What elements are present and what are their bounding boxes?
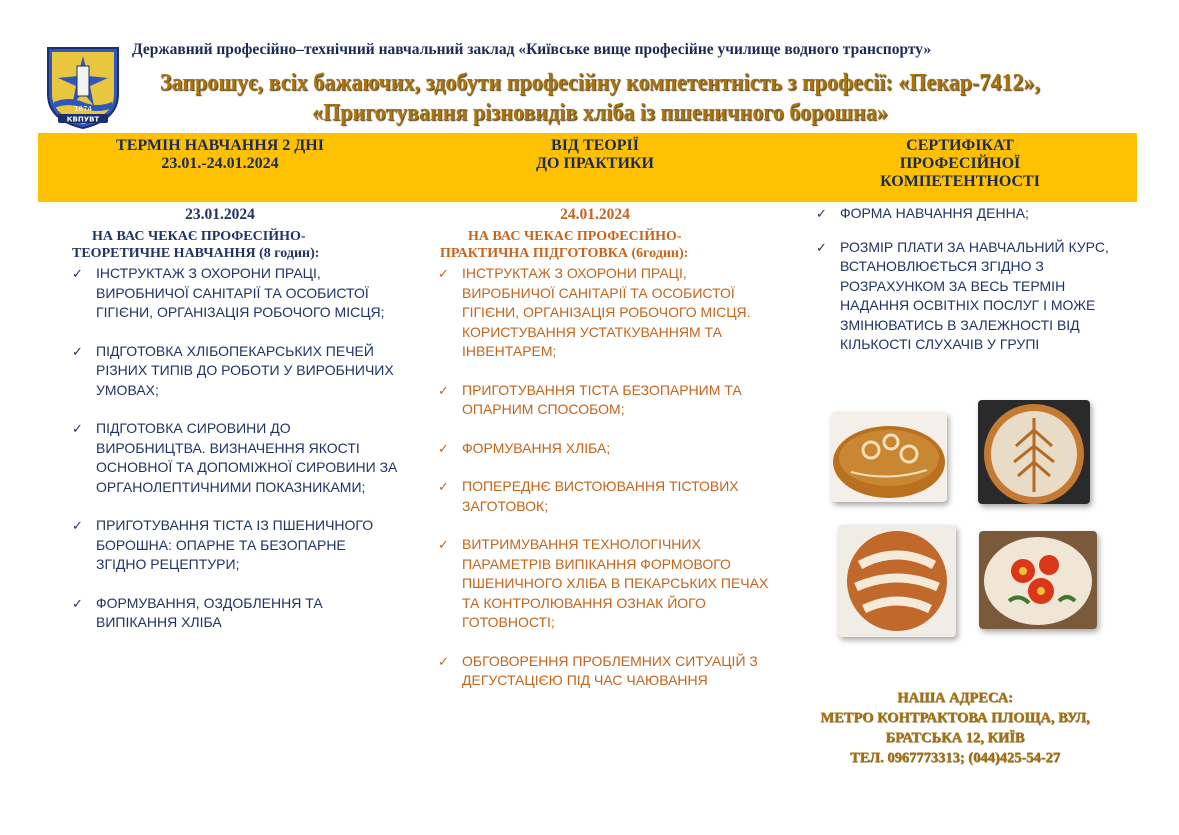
day1-heading-line-2: ТЕОРЕТИЧНЕ НАВЧАННЯ (8 годин): [72,246,320,261]
logo-abbr: КВПУВТ [66,115,100,124]
certificate-line-2: ПРОФЕСІЙНОЇ [899,155,1021,172]
invitation-heading [158,68,1041,128]
check-icon: ✓ [438,537,449,552]
list-item: ✓ ФОРМУВАННЯ, ОЗДОБЛЕННЯ ТА ВИПІКАННЯ ХЛІБА [72,594,323,630]
list-item: ✓ ІНСТРУКТАЖ З ОХОРОНИ ПРАЦІ, ВИРОБНИЧОЇ САНІТАРІЇ ТА ОСОБИСТОЇ ГІГІЄНИ, ОРГАНІЗАЦІЯ РОБОЧОГО МІСЦЯ; [72,265,385,320]
check-icon: ✓ [438,266,449,281]
list-item: ✓ ФОРМА НАВЧАННЯ ДЕННА; [814,204,1134,224]
bread-photo-4 [979,531,1097,629]
day2-heading-line-1: НА ВАС ЧЕКАЄ ПРОФЕСІЙНО- [468,229,682,244]
address-line-2: БРАТСЬКА 12, КИЇВ [885,730,1025,746]
theory-label: ВІД ТЕОРІЇ [551,137,639,154]
check-icon: ✓ [72,518,83,533]
invitation-line-2: «Приготування різновидів хліба із пшеничного борошна» [312,100,888,126]
list-item: ✓ ПІДГОТОВКА СИРОВИНИ ДО ВИРОБНИЦТВА. ВИЗНАЧЕННЯ ЯКОСТІ ОСНОВНОЇ ТА ДОПОМІЖНОЇ СИРОВИНИ ЗА ОРГАНОЛЕПТИЧНИМИ ПОКАЗНИКАМИ; [72,420,398,495]
bread-photo-1 [831,412,947,502]
band-certificate [810,137,1110,191]
list-item: ✓ ФОРМУВАННЯ ХЛІБА; [436,439,781,459]
bread-photo-3 [838,525,956,637]
day1-date: 23.01.2024 [185,206,255,223]
day2-heading-line-2: ПРАКТИЧНА ПІДГОТОВКА (6годин): [440,246,689,261]
college-logo [44,44,122,130]
day1-heading-line-1: НА ВАС ЧЕКАЄ ПРОФЕСІЙНО- [92,229,306,244]
bread-photo-2 [978,400,1090,504]
list-item: ✓ РОЗМІР ПЛАТИ ЗА НАВЧАЛЬНИЙ КУРС, ВСТАНОВЛЮЄТЬСЯ ЗГІДНО З РОЗРАХУНКОМ ЗА ВЕСЬ ТЕРМІН НАДАННЯ ОСВІТНІХ ПОСЛУГ І МОЖЕ ЗМІНЮВАТИСЬ В ЗАЛЕЖНОСТІ ВІД КІЛЬКОСТІ СЛУХАЧІВ У ГРУПІ [816,238,1109,352]
check-icon: ✓ [438,382,449,398]
list-item: ✓ ОБГОВОРЕННЯ ПРОБЛЕМНИХ СИТУАЦІЙ З ДЕГУСТАЦІЄЮ ПІД ЧАС ЧАЮВАННЯ [438,652,758,688]
list-item: ✓ ІНСТРУКТАЖ З ОХОРОНИ ПРАЦІ, ВИРОБНИЧОЇ САНІТАРІЇ ТА ОСОБИСТОЇ ГІГІЄНИ, ОРГАНІЗАЦІЯ РОБОЧОГО МІСЦЯ. КОРИСТУВАННЯ УСТАТКУВАННЯМ ТА ІНВЕНТАРЕМ; [438,265,751,359]
duration-label: ТЕРМІН НАВЧАННЯ 2 ДНІ [116,137,324,154]
check-icon: ✓ [72,343,83,359]
address-block [805,688,1105,768]
duration-dates: 23.01.-24.01.2024 [161,155,279,172]
check-icon: ✓ [438,479,449,494]
list-item: ✓ ПОПЕРЕДНЄ ВИСТОЮВАННЯ ТІСТОВИХ ЗАГОТОВОК; [438,478,739,514]
check-icon: ✓ [816,239,827,255]
certificate-line-3: КОМПЕТЕНТНОСТІ [880,173,1040,190]
day2-date: 24.01.2024 [560,206,630,223]
institution-name: Державний професійно–технічний навчальний заклад «Київське вище професійне училище водного транспорту» [132,41,932,58]
address-title: НАША АДРЕСА: [897,690,1013,706]
day1-list [70,264,400,652]
check-icon: ✓ [72,421,83,436]
day2-heading [440,228,689,262]
band-theory-practice [430,137,760,173]
check-icon: ✓ [72,266,83,281]
check-icon: ✓ [438,653,449,669]
check-icon: ✓ [438,440,449,456]
list-item: ✓ ПРИГОТУВАННЯ ТІСТА БЕЗОПАРНИМ ТА ОПАРНИМ СПОСОБОМ; [438,381,742,417]
list-item: ✓ ПРИГОТУВАННЯ ТІСТА ІЗ ПШЕНИЧНОГО БОРОШНА: ОПАРНЕ ТА БЕЗОПАРНЕ ЗГІДНО РЕЦЕПТУРИ; [72,517,374,572]
day1-heading [72,228,320,262]
certificate-line-1: СЕРТИФІКАТ [906,137,1014,154]
check-icon: ✓ [72,595,83,611]
phone-number: ТЕЛ. 0967773313; (044)425-54-27 [850,750,1060,766]
list-item: ✓ ПІДГОТОВКА ХЛІБОПЕКАРСЬКИХ ПЕЧЕЙ РІЗНИХ ТИПІВ ДО РОБОТИ У ВИРОБНИЧИХ УМОВАХ; [72,342,394,398]
logo-year: 1874 [74,105,92,113]
practice-label: ДО ПРАКТИКИ [536,155,654,172]
check-icon: ✓ [816,206,827,221]
band-duration [60,137,380,173]
address-line-1: МЕТРО КОНТРАКТОВА ПЛОЩА, ВУЛ, [820,710,1090,726]
info-list [814,204,1134,369]
day2-list [436,264,781,710]
invitation-line-1: Запрошує, всіх бажаючих, здобути професійну компетентність з професії: «Пекар-7412», [159,70,1041,96]
list-item: ✓ ВИТРИМУВАННЯ ТЕХНОЛОГІЧНИХ ПАРАМЕТРІВ ВИПІКАННЯ ФОРМОВОГО ПШЕНИЧНОГО ХЛІБА В ПЕКАРСЬКИХ ПЕЧАХ ТА КОНТРОЛЮВАННЯ ОЗНАК ЙОГО ГОТОВНОСТІ; [438,536,769,630]
